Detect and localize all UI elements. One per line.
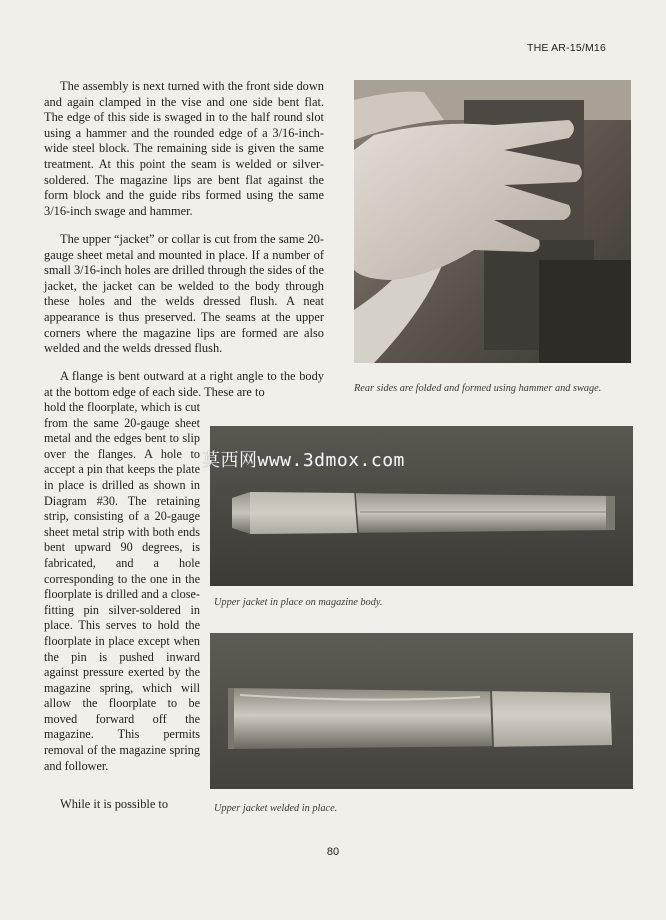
caption-photo-2: Upper jacket in place on magazine body.	[214, 597, 383, 608]
photo-jacket-welded	[210, 633, 633, 789]
photo-hand-on-magazine	[354, 80, 631, 363]
watermark: 莫西网www.3dmox.com	[202, 450, 405, 471]
body-paragraph-3-wide: A flange is bent outward at a right angle to the body at the bottom edge of each side. These are to	[44, 369, 324, 399]
caption-photo-3: Upper jacket welded in place.	[214, 803, 338, 814]
running-head: THE AR-15/M16	[526, 42, 606, 54]
photo-jacket-welded-graphic	[210, 633, 633, 789]
caption-photo-1: Rear sides are folded and formed using hammer and swage.	[354, 383, 602, 394]
body-paragraph-2: The upper “jacket” or collar is cut from the same 20-gauge sheet metal and mounted in place. If a number of small 3/16-inch holes are drilled through the sides of the jacket, the jacket can be welded to the body through these holes and the welds dressed flush. A neat appearance is thus preserved. The seams at the upper corners where the magazine lips are formed are also welded and the welds dressed flush.	[44, 232, 324, 356]
body-paragraph-3-narrow: hold the floorplate, which is cut from the same 20-gauge sheet metal and the edges bent to slip over the flanges. A hole to accept a pin that keeps the plate in place is drilled as shown in Diagram #30. The retaining strip, consisting of a 20-gauge sheet metal strip with both ends bent upward 90 degrees, is fabricated, and a hole corresponding to the one in the floorplate is drilled and a close-fitting pin silver-soldered in place. This serves to hold the floorplate in place except when the pin is pushed inward against pressure exerted by the magazine spring, which will allow the floorplate to be moved forward off the magazine. This permits removal of the magazine spring and follower.	[44, 400, 200, 773]
photo-hand-on-magazine-graphic	[354, 80, 631, 363]
page-number: 80	[326, 846, 340, 858]
body-paragraph-4: While it is possible to	[60, 797, 169, 811]
body-paragraph-1: The assembly is next turned with the front side down and again clamped in the vise and one side bent flat. The edge of this side is swaged in to the half round slot using a hammer and the rounded edge of a 3/16-inch-wide steel block. The remaining side is given the same treatment. At this point the seam is welded or silver-soldered. The magazine lips are bent flat against the form block and the guide ribs formed using the same 3/16-inch swage and hammer.	[44, 79, 324, 218]
